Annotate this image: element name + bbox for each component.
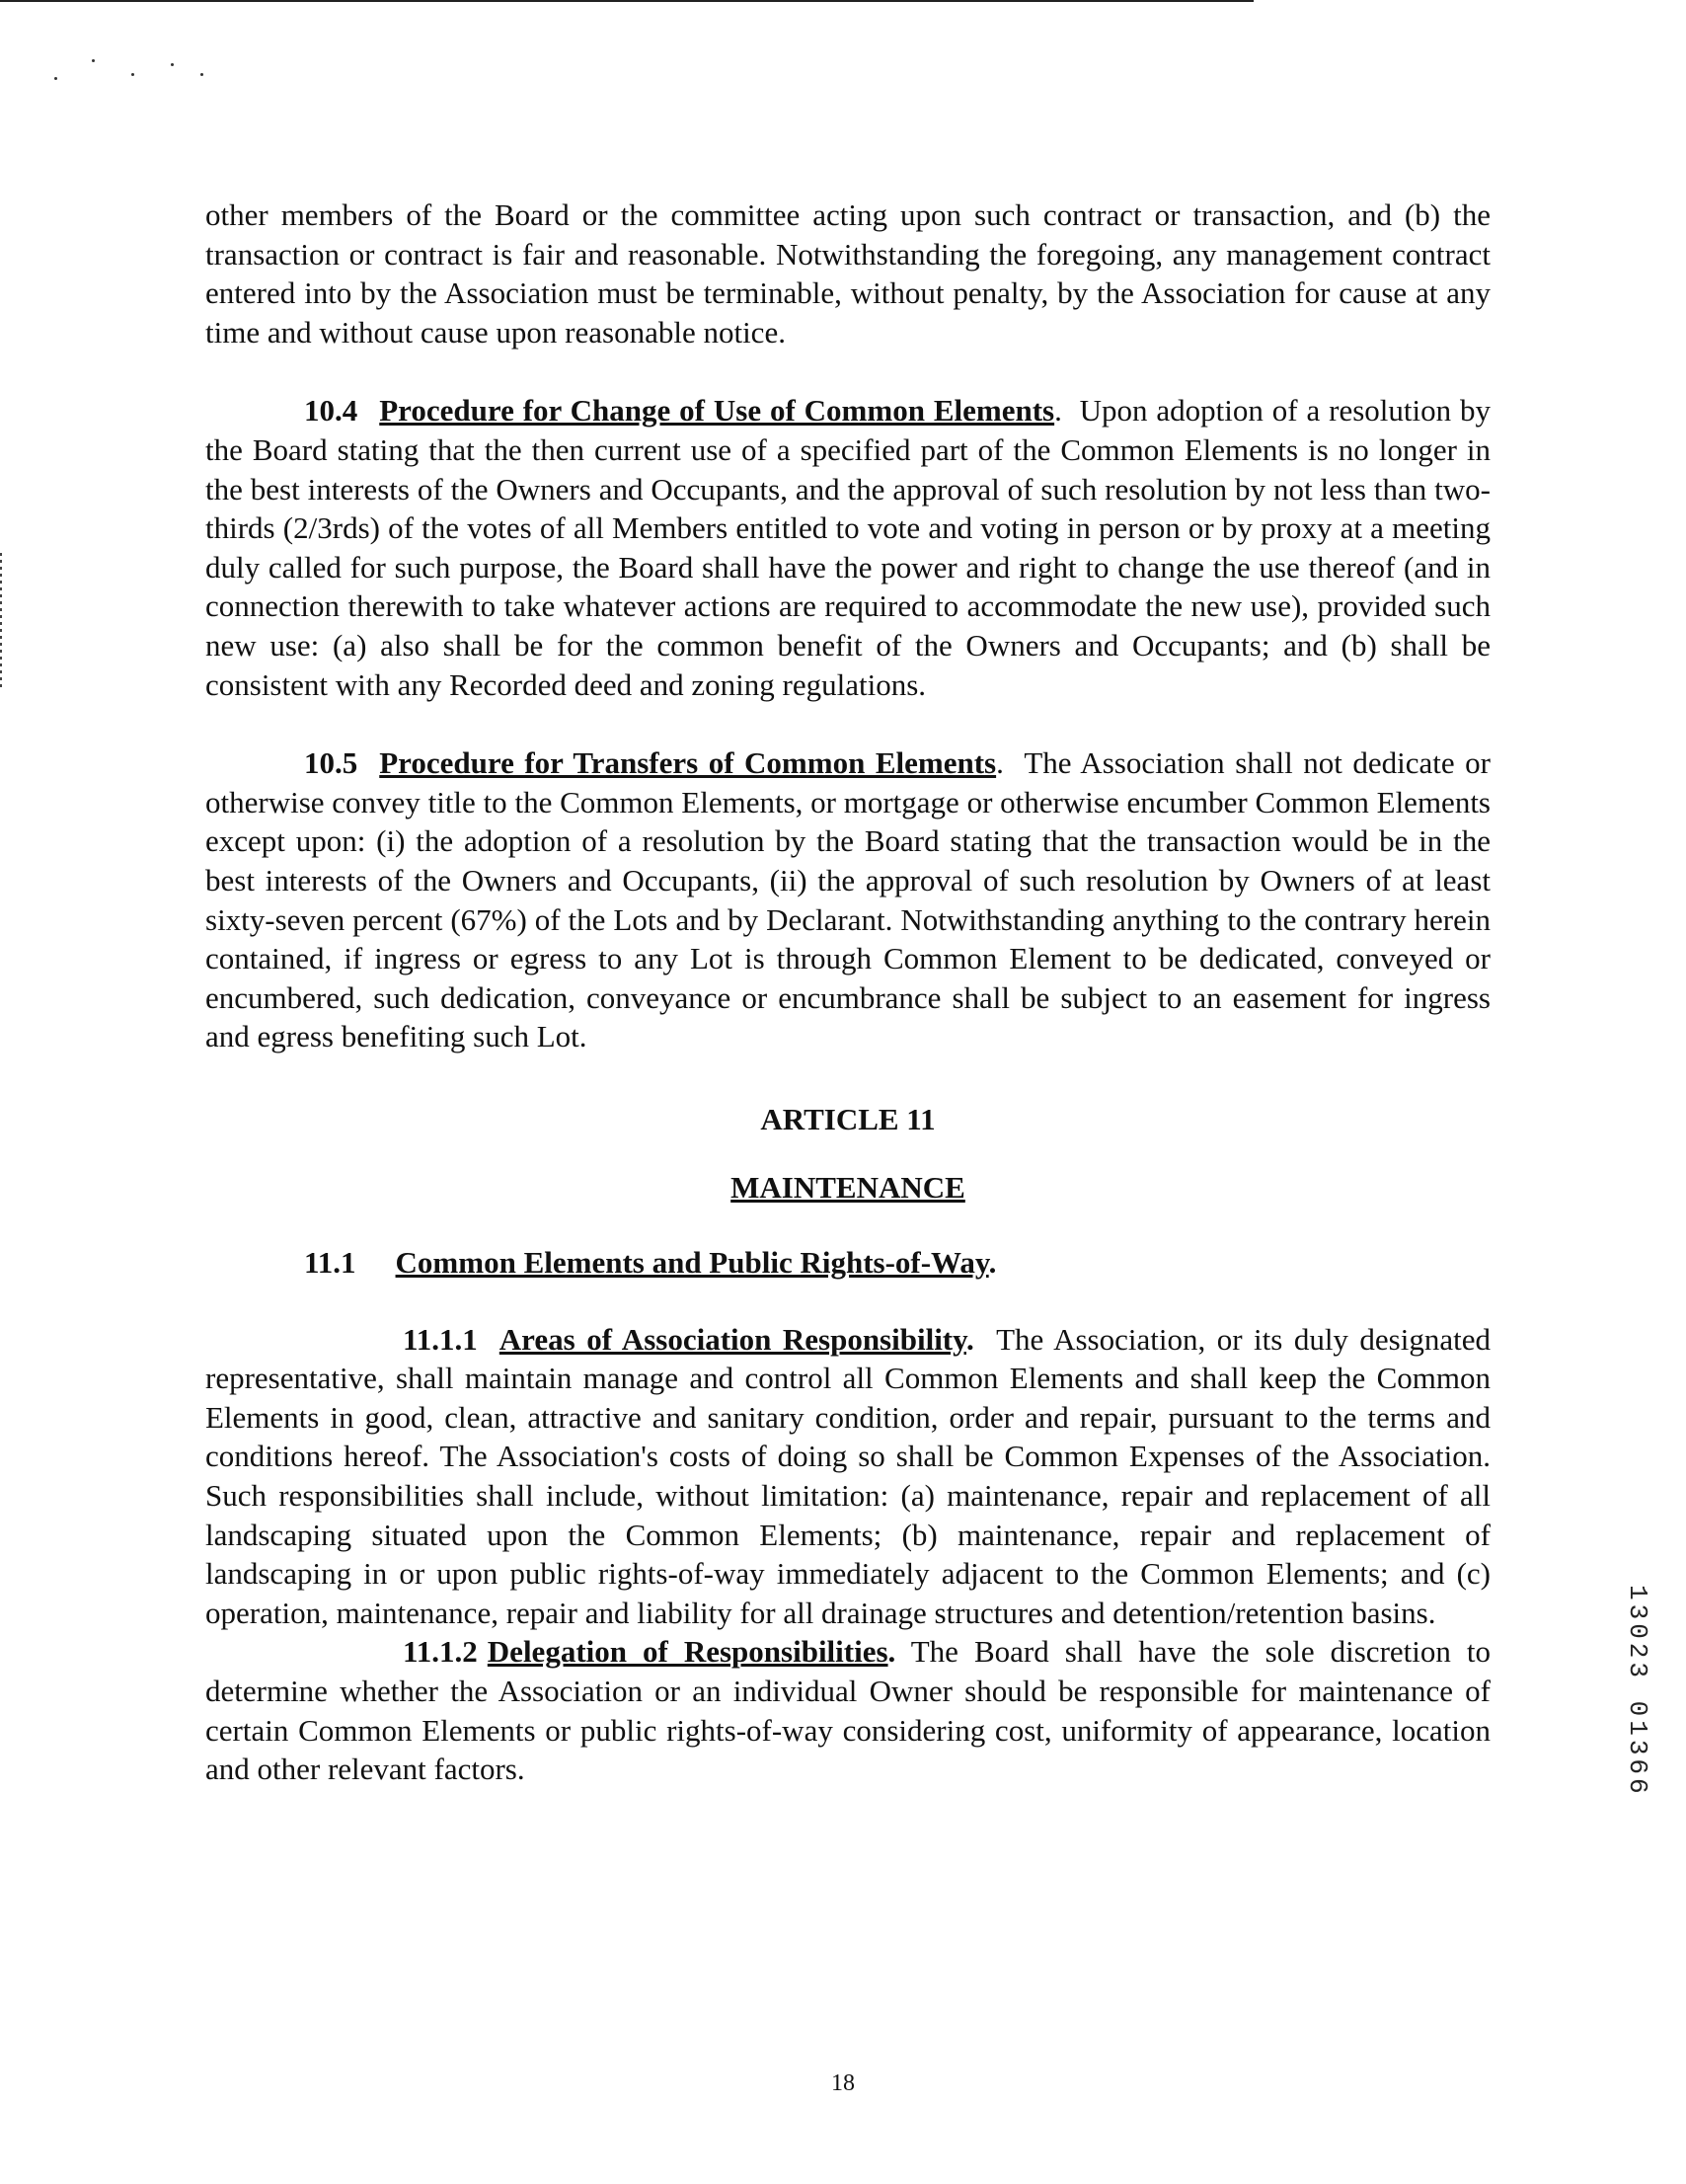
section-body: The Association shall not dedicate or otherwise convey title to the Common Elements, or mortgage or otherwise encumber Common Elements except upon: (i) the adoption of a resolution by the Board stating that the transaction would be in the best interests of the Owners and Occupants, (ii) the approval of such resolution by Owners of at least sixty-seven percent (67%) of the Lots and by Declarant. Notwithstanding anything to the contrary herein contained, if ingress or egress to any Lot is through Common Element to be dedicated, conveyed or encumbered, such dedication, conveyance or encumbrance shall be subject to an easement for ingress and egress benefiting such Lot.: [205, 745, 1491, 1054]
section-10-5: [205, 743, 1491, 1056]
section-heading: Delegation of Responsibilities: [487, 1634, 888, 1670]
article-title: ARTICLE 11: [760, 1101, 936, 1136]
paragraph-intro: other members of the Board or the committee acting upon such contract or transaction, and (b) the transaction or contract is fair and reasonable. Notwithstanding the foregoing, any management contract entered into by the Association must be terminable, without penalty, by the Association for cause at any time and without cause upon reasonable notice.: [205, 197, 1491, 350]
section-11-1: [205, 1243, 1491, 1283]
article-subtitle: MAINTENANCE: [730, 1170, 965, 1206]
section-number: 11.1: [304, 1245, 356, 1281]
section-body: The Association, or its duly designated representative, shall maintain manage and control all Common Elements and shall keep the Common Elements in good, clean, attractive and sanitary condition, order and repair, pursuant to the terms and conditions hereof. The Association's costs of doing so shall be Common Expenses of the Association. Such responsibilities shall include, without limitation: (a) maintenance, repair and replacement of all landscaping situated upon the Common Elements; (b) maintenance, repair and replacement of landscaping in or upon public rights-of-way immediately adjacent to the Common Elements; and (c) operation, maintenance, repair and liability for all drainage structures and detention/retention basins.: [205, 1321, 1491, 1630]
recording-stamp: [1619, 1585, 1658, 1851]
heading-punctuation: .: [996, 745, 1004, 781]
document-body: [205, 195, 1491, 1789]
heading-punctuation: .: [965, 1321, 974, 1357]
section-number: 11.1.1: [403, 1321, 478, 1357]
section-heading: Procedure for Transfers of Common Elements: [379, 745, 997, 781]
section-number: 11.1.2: [403, 1634, 478, 1670]
scan-specks: [54, 51, 222, 91]
section-body: The Board shall have the sole discretion to determine whether the Association or an individual Owner should be responsible for maintenance of certain Common Elements or public rights-of-way considering cost, uniformity of appearance, location and other relevant factors.: [205, 1634, 1491, 1787]
section-heading: Common Elements and Public Rights-of-Way: [395, 1245, 989, 1281]
page-number: 18: [831, 2070, 855, 2096]
section-10-4: [205, 391, 1491, 704]
section-heading: Areas of Association Responsibility: [498, 1321, 966, 1357]
section-11-1-1: [205, 1320, 1491, 1633]
recording-number: 13023 01366: [1623, 1585, 1652, 1798]
scan-left-edge: [0, 553, 2, 691]
section-number: 10.4: [304, 393, 358, 429]
section-heading: Procedure for Change of Use of Common Elements: [379, 393, 1055, 429]
heading-punctuation: .: [887, 1634, 896, 1670]
heading-punctuation: .: [988, 1245, 997, 1281]
section-body: Upon adoption of a resolution by the Board stating that the then current use of a specified part of the Common Elements is no longer in the best interests of the Owners and Occupants, and the approval of such resolution by not less than two-thirds (2/3rds) of the votes of all Members entitled to vote and voting in person or by proxy at a meeting duly called for such purpose, the Board shall have the power and right to change the use thereof (and in connection therewith to take whatever actions are required to accommodate the new use), provided such new use: (a) also shall be for the common benefit of the Owners and Occupants; and (b) shall be consistent with any Recorded deed and zoning regulations.: [205, 393, 1491, 702]
section-number: 10.5: [304, 745, 358, 781]
scan-top-edge: [0, 0, 1254, 2]
section-11-1-2: [205, 1632, 1491, 1788]
heading-punctuation: .: [1054, 393, 1062, 429]
